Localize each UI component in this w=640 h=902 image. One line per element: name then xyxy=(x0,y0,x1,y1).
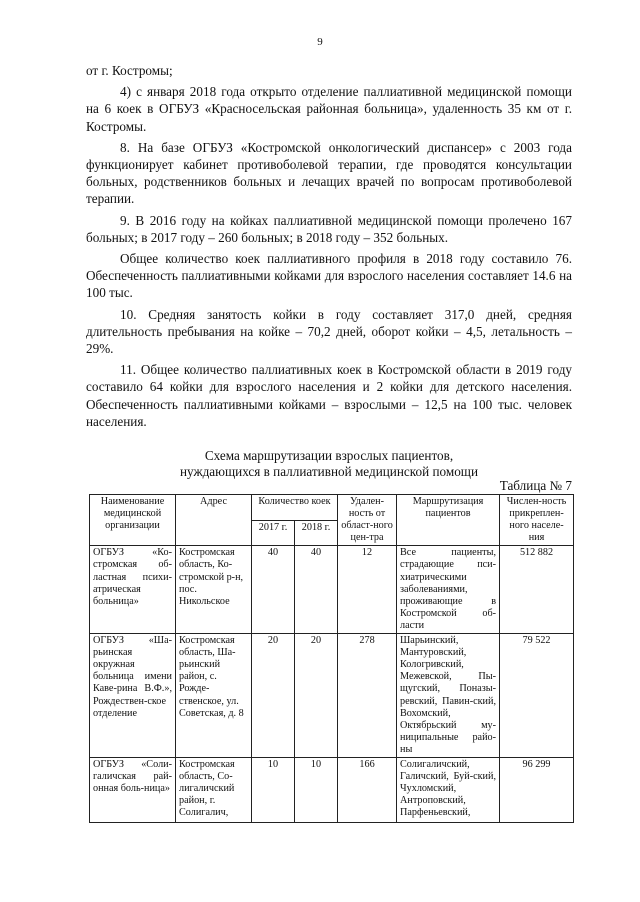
cell-address: Костромская область, Со-лигаличский район, г. Солигалич, xyxy=(176,757,252,822)
cell-name: ОГБУЗ «Соли-галичская рай-онная боль-ница» xyxy=(90,757,176,822)
cell-distance: 166 xyxy=(338,757,397,822)
paragraph-item-9: 9. В 2016 году на койках паллиативной медицинской помощи пролечено 167 больных; в 2017 году – 260 больных; в 2018 году – 352 больных. xyxy=(86,212,572,245)
table-row xyxy=(90,546,574,634)
header-population: Числен-ность прикреплен-ного населе-ния xyxy=(500,495,574,546)
body-text xyxy=(86,62,572,434)
routing-table xyxy=(89,494,574,823)
cell-routing: Шарьинский, Мантуровский, Кологривский, Межевской, Пы-щугский, Поназы-ревский, Павин-ский, Вохомский, Октябрьский му-ниципальные райо-ны xyxy=(397,634,500,758)
cell-name: ОГБУЗ «Ко-стромская об-ластная психи-атрическая больница» xyxy=(90,546,176,634)
scheme-title xyxy=(86,448,572,480)
header-beds: Количество коек xyxy=(252,495,338,521)
cell-routing: Все пациенты, страдающие пси-хиатрическими заболеваниями, проживающие в Костромской об-ласти xyxy=(397,546,500,634)
table-row xyxy=(90,634,574,758)
cell-address: Костромская область, Ша-рьинский район, с. Рожде-ственское, ул. Советская, д. 8 xyxy=(176,634,252,758)
scheme-title-line-1: Схема маршрутизации взрослых пациентов, xyxy=(204,448,454,463)
cell-beds-2018: 20 xyxy=(295,634,338,758)
paragraph-continuation: от г. Костромы; xyxy=(86,63,173,78)
cell-beds-2018: 10 xyxy=(295,757,338,822)
cell-distance: 12 xyxy=(338,546,397,634)
cell-population: 96 299 xyxy=(500,757,574,822)
table-row xyxy=(90,757,574,822)
table-caption: Таблица № 7 xyxy=(499,478,572,493)
paragraph-bed-total: Общее количество коек паллиативного профиля в 2018 году составило 76. Обеспеченность паллиативными койками для взрослого населения составляет 14.6 на 100 тыс. xyxy=(86,251,572,301)
cell-population: 79 522 xyxy=(500,634,574,758)
scheme-title-line-2: нуждающихся в паллиативной медицинской помощи xyxy=(179,464,479,479)
cell-distance: 278 xyxy=(338,634,397,758)
cell-beds-2018: 40 xyxy=(295,546,338,634)
header-name: Наименование медицинской организации xyxy=(90,495,176,546)
cell-name: ОГБУЗ «Ша-рьинская окружная больница имени Каве-рина В.Ф.», Рождествен-ское отделение xyxy=(90,634,176,758)
cell-population: 512 882 xyxy=(500,546,574,634)
header-year-2018: 2018 г. xyxy=(295,520,338,546)
header-year-2017: 2017 г. xyxy=(252,520,295,546)
cell-beds-2017: 10 xyxy=(252,757,295,822)
cell-address: Костромская область, Ко-стромской р-н, пос. Никольское xyxy=(176,546,252,634)
cell-beds-2017: 40 xyxy=(252,546,295,634)
table-header-row xyxy=(90,495,574,521)
paragraph-item-11: 11. Общее количество паллиативных коек в Костромской области в 2019 году составило 64 койки для взрослого населения и 2 койки для детского населения. Обеспеченность паллиативными койками – взрослыми – 12,5 на 100 тыс. человек населения. xyxy=(86,362,572,429)
paragraph-item-10: 10. Средняя занятость койки в году составляет 317,0 дней, средняя длительность пребывания на койке – 70,2 дней, оборот койки – 4,5, летальность – 29%. xyxy=(86,306,572,357)
header-routing: Маршрутизация пациентов xyxy=(397,495,500,546)
page-number: 9 xyxy=(317,36,323,48)
header-distance: Удален-ность от област-ного цен-тра xyxy=(338,495,397,546)
paragraph-item-4: 4) с января 2018 года открыто отделение паллиативной медицинской помощи на 6 коек в ОГБУЗ «Красносельская районная больница», удаленность 35 км от г. Костромы. xyxy=(86,84,572,134)
paragraph-item-8: 8. На базе ОГБУЗ «Костромской онкологический диспансер» с 2003 года функционирует кабинет противоболевой терапии, где проводятся консультации больных, родственников больных и лечащих врачей по вопросам противоболевой терапии. xyxy=(86,139,572,207)
cell-beds-2017: 20 xyxy=(252,634,295,758)
header-address: Адрес xyxy=(176,495,252,546)
cell-routing: Солигаличский, Галичский, Буй-ский, Чухломский, Антроповский, Парфеньевский, xyxy=(397,757,500,822)
